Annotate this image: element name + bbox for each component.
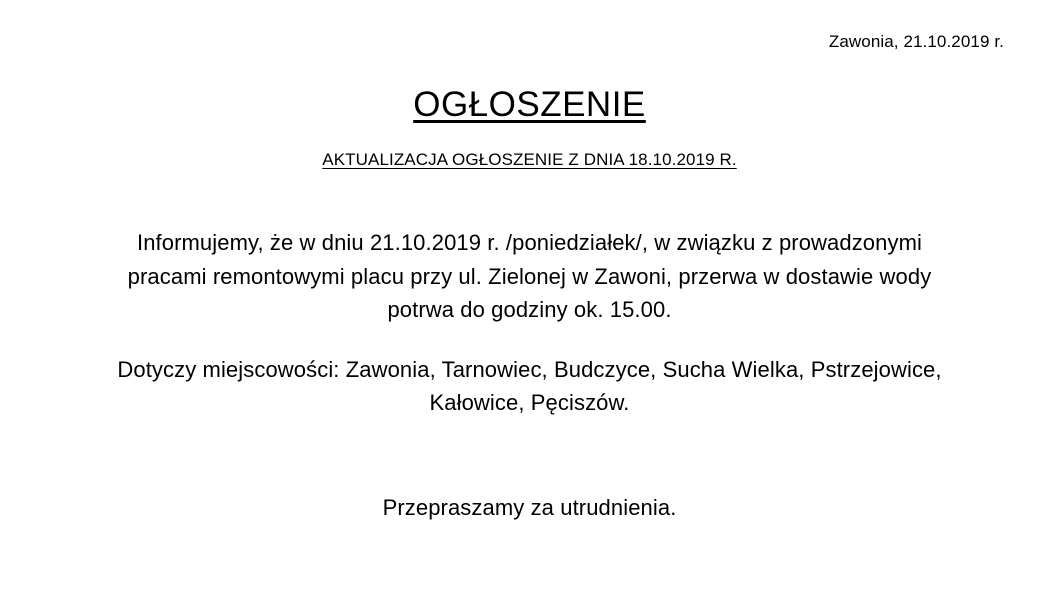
dateline: Zawonia, 21.10.2019 r. bbox=[828, 32, 1004, 51]
page-title-text: OGŁOSZENIE bbox=[413, 85, 646, 125]
paragraph-apology: Przepraszamy za utrudnienia. bbox=[382, 495, 677, 521]
page-title bbox=[30, 84, 1029, 126]
page-subtitle bbox=[30, 150, 1029, 170]
paragraph-affected-towns: Dotyczy miejscowości: Zawonia, Tarnowiec, Budczyce, Sucha Wielka, Pstrzejowice, Kałowice, Pęciszów. bbox=[117, 356, 942, 415]
paragraph-main: Informujemy, że w dniu 21.10.2019 r. /poniedziałek/, w związku z prowadzonymi pracami remontowymi placu przy ul. Zielonej w Zawoni, przerwa w dostawie wody potrwa do godziny ok. 15.00. bbox=[127, 230, 932, 323]
document-body bbox=[55, 226, 1005, 525]
page-subtitle-text: AKTUALIZACJA OGŁOSZENIE Z DNIA 18.10.2019 R. bbox=[322, 149, 737, 169]
